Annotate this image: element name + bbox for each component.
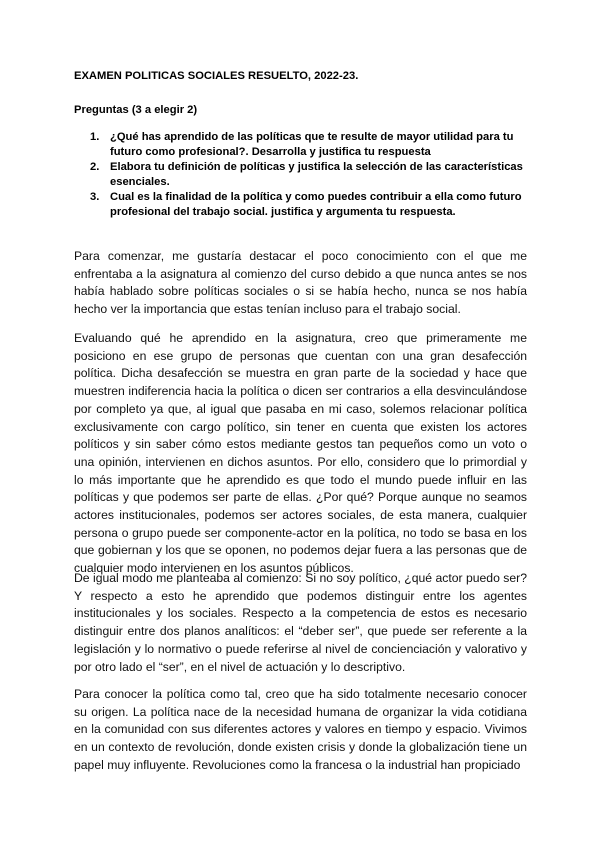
question-text: ¿Qué has aprendido de las políticas que te resulte de mayor utilidad para tu futuro como profesional?. Desarrolla y justifica tu respuesta	[110, 131, 514, 158]
question-number: 1.	[90, 131, 100, 143]
question-item	[74, 160, 534, 190]
document-title: EXAMEN POLITICAS SOCIALES RESUELTO, 2022-23.	[74, 70, 359, 82]
question-item	[74, 130, 534, 160]
body-paragraph: Para comenzar, me gustaría destacar el poco conocimiento con el que me enfrentaba a la asignatura al comienzo del curso debido a que nunca antes se nos había hablado sobre políticas sociales o si se había hecho, nunca se nos había hecho ver la importancia que estas tenían incluso para el trabajo social.	[74, 249, 527, 317]
question-text: Elabora tu definición de políticas y justifica la selección de las características esenciales.	[110, 161, 523, 188]
body-paragraph: Para conocer la política como tal, creo que ha sido totalmente necesario conocer su origen. La política nace de la necesidad humana de organizar la vida cotidiana en la comunidad con sus diferentes actores y valores en tiempo y espacio. Vivimos en un contexto de revolución, donde existen crisis y donde la globalización tiene un papel muy influyente. Revoluciones como la francesa o la industrial han propiciado	[74, 687, 527, 772]
body-paragraph: De igual modo me planteaba al comienzo: Si no soy político, ¿qué actor puedo ser? Y respecto a esto he aprendido que podemos distinguir entre los agentes institucionales y los sociales. Respecto a la competencia de estos es necesario distinguir entre dos planos analíticos: el “deber ser”, que puede ser referente a la legislación y lo normativo o puede referirse al nivel de concienciación y valorativo y por otro lado el “ser”, en el nivel de actuación y lo descriptivo.	[74, 571, 527, 674]
questions-heading: Preguntas (3 a elegir 2)	[74, 104, 198, 116]
questions-list	[74, 130, 534, 220]
question-number: 3.	[90, 191, 100, 203]
question-item	[74, 190, 534, 220]
question-number: 2.	[90, 161, 100, 173]
question-text: Cual es la finalidad de la política y como puedes contribuir a ella como futuro profesional del trabajo social. justifica y argumenta tu respuesta.	[110, 191, 522, 218]
body-paragraph: Evaluando qué he aprendido en la asignatura, creo que primeramente me posiciono en ese grupo de personas que cuentan con una gran desafección política. Dicha desafección se muestra en gran parte de la sociedad y hace que muestren indiferencia hacia la política o dicen ser contrarios a ella desvinculándose por completo ya que, al igual que pasaba en mi caso, solemos relacionar política exclusivamente con cargo político, sin tener en cuenta que existen los actores políticos y sin saber cómo estos mediante gestos tan pequeños como un voto o una opinión, intervienen en dichos asuntos. Por ello, considero que lo primordial y lo más importante que he aprendido es que todo el mundo puede influir en las políticas y que podemos ser parte de ellas. ¿Por qué? Porque aunque no seamos actores institucionales, podemos ser actores sociales, de esta manera, cualquier persona o grupo puede ser componente-actor en la política, no todo se basa en los que gobiernan y los que se oponen, no podemos dejar fuera a las personas que de cualquier modo intervienen en los asuntos públicos.	[74, 331, 527, 576]
